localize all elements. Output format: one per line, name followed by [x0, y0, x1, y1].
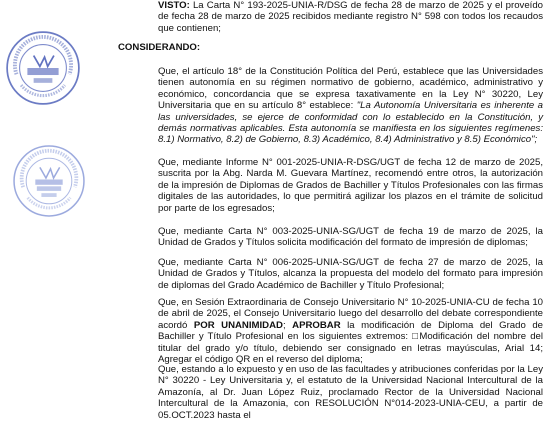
visto-paragraph: [118, 0, 543, 34]
rectorado-seal-stamp: [4, 29, 82, 107]
paragraph-carta-006: Que, mediante Carta N° 006-2025-UNIA-SG/UGT de fecha 27 de marzo de 2025, la Unidad de Grados y Títulos, alcanza la propuesta del modelo del formato para impresión de diplomas del Grado Académico de Bachiller y Título Profesional;: [158, 257, 543, 291]
aprobar-bold: APROBAR: [292, 319, 341, 331]
paragraph-autonomia-text: Que, el artículo 18° de la Constitución Política del Perú, establece que las Universidades tienen autonomía en su régimen normativo de gobierno, académico, administrativo y económico, concordancia que se expresa taxativamente en la Ley N° 30220, Ley Universitaria que en su artículo 8° establece:: [158, 66, 543, 112]
paragraph-autonomia-quote: "La Autonomía Universitaria es inherente a las universidades, se ejerce de conformidad con lo establecido en la Constitución, y demás normativas aplicables. Esta autonomía se manifiesta en los siguientes regímenes: 8.1) Normativo, 8.2) de Gobierno, 8.3) Académico, 8.4) Administrativo y 8.5) Económico";: [158, 100, 544, 146]
separator-text: ;: [282, 319, 293, 331]
paragraph-facultades: Que, estando a lo expuesto y en uso de las facultades y atribuciones conferidas por la Ley N° 30220 - Ley Universitaria y, el estatuto de la Universidad Nacional Intercultural de la Amazonía, al Dr. Juan López Ruiz, proclamado Rector de la Universidad Nacional Intercultural de la Amazonia, con RESOLUCIÓN N°014-2023-UNIA-CEU, a partir de 05.OCT.2023 hasta el: [158, 364, 543, 421]
paragraph-carta-003: Que, mediante Carta N° 003-2025-UNIA-SG/UGT de fecha 19 de marzo de 2025, la Unidad de Grados y Títulos solicita modificación del formato de impresión de diplomas;: [158, 226, 543, 249]
secretaria-general-seal-stamp: [11, 143, 87, 219]
paragraph-informe: Que, mediante Informe N° 001-2025-UNIA-R-DSG/UGT de fecha 12 de marzo de 2025, suscrita por la Abg. Narda M. Guevara Martínez, recomendó entre otros, la autorización de la impresión de Diplomas de Grados de Bachiller y Títulos Profesionales con las firmas digitales de las autoridades, lo que permitirá agilizar los plazos en el trámite de solicitud por parte de los egresados;: [158, 157, 543, 214]
paragraph-consejo-text-c: la modificación de Diploma del Grado de Bachiller y Título Profesional en los siguientes extremos: □Modificación del nombre del titular del grado y/o título, debiendo ser consignado en letras mayúsculas, Arial 14; Agregar el código QR en el reverso del diploma;: [158, 319, 543, 366]
visto-text: La Carta N° 193-2025-UNIA-R/DSG de fecha 28 de marzo de 2025 y el proveído de fecha 28 de marzo de 2025 recibidos mediante registro N° 598 con todos los recaudos que contienen;: [158, 0, 543, 34]
paragraph-autonomia: [118, 66, 543, 146]
considerando-heading: CONSIDERANDO:: [118, 42, 201, 53]
visto-label: VISTO:: [158, 0, 190, 11]
por-unanimidad-bold: POR UNANIMIDAD: [193, 319, 283, 331]
paragraph-consejo-text-a: Que, en Sesión Extraordinaria de Consejo Universitario N° 10-2025-UNIA-CU de fecha 10 de abril de 2025, el Consejo Universitario luego del desarrollo del debate correspondiente acordó: [158, 297, 543, 331]
paragraph-consejo: [118, 297, 543, 365]
